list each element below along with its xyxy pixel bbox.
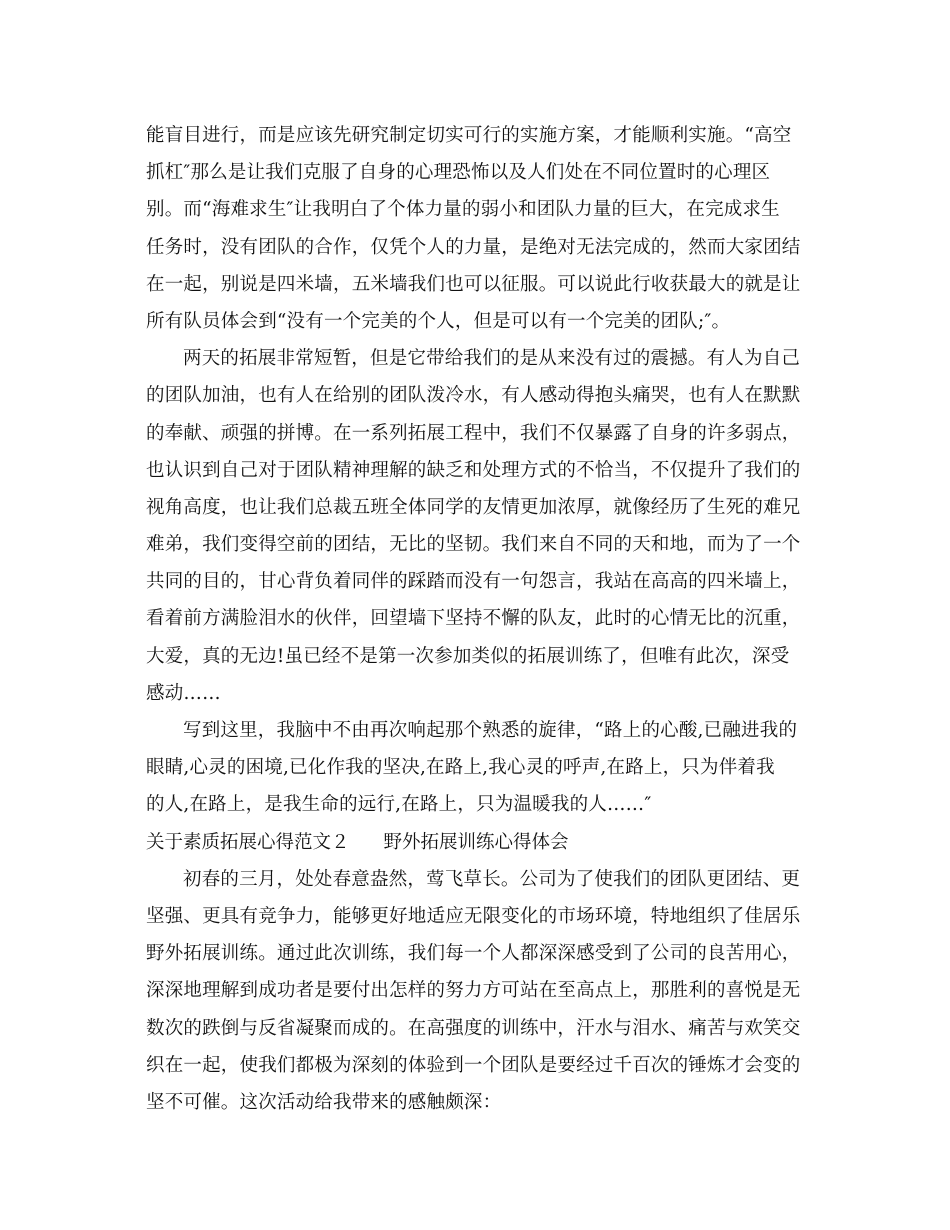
paragraph-4 (146, 861, 806, 1121)
paragraph-3 (146, 712, 806, 824)
text-line: 任务时，没有团队的合作，仅凭个人的力量，是绝对无法完成的，然而大家团结 (146, 236, 801, 258)
text-line: 也认识到自己对于团队精神理解的缺乏和处理方式的不恰当，不仅提升了我们的 (146, 459, 801, 481)
text-line: 两天的拓展非常短暂，但是它带给我们的是从来没有过的震撼。有人为自己 (183, 348, 801, 370)
text-line: 坚强、更具有竞争力，能够更好地适应无限变化的市场环境，特地组织了佳居乐 (146, 905, 801, 927)
text-line: 野外拓展训练。通过此次训练，我们每一个人都深深感受到了公司的良苦用心， (146, 943, 801, 965)
text-line: 织在一起，使我们都极为深刻的体验到一个团队是要经过千百次的锤炼才会变的 (146, 1054, 801, 1076)
text-line: 的人,在路上，是我生命的远行,在路上，只为温暖我的人……″ (146, 794, 652, 816)
text-line: 坚不可催。这次活动给我带来的感触颇深： (146, 1091, 502, 1113)
text-line: 数次的跌倒与反省凝聚而成的。在高强度的训练中，汗水与泪水、痛苦与欢笑交 (146, 1017, 801, 1039)
text-line: 视角高度，也让我们总裁五班全体同学的友情更加浓厚，就像经历了生死的难兄 (146, 496, 801, 518)
section-heading (146, 824, 806, 861)
text-line: 初春的三月，处处春意盎然，莺飞草长。公司为了使我们的团队更团结、更 (183, 868, 801, 890)
section-subtitle: 野外拓展训练心得体会 (383, 831, 569, 853)
paragraph-2 (146, 340, 806, 712)
text-line: 别。而“海难求生″让我明白了个体力量的弱小和团队力量的巨大，在完成求生 (146, 199, 780, 221)
section-title: 关于素质拓展心得范文２ (146, 831, 350, 853)
text-line: 深深地理解到成功者是要付出怎样的努力方可站在至高点上，那胜利的喜悦是无 (146, 980, 801, 1002)
paragraph-1 (146, 117, 806, 340)
text-line: 共同的目的，甘心背负着同伴的踩踏而没有一句怨言，我站在高高的四米墙上， (146, 571, 801, 593)
text-line: 在一起，别说是四米墙，五米墙我们也可以征服。可以说此行收获最大的就是让 (146, 273, 801, 295)
document-body (146, 117, 806, 1121)
text-line: 的团队加油，也有人在给别的团队泼冷水，有人感动得抱头痛哭，也有人在默默 (146, 385, 801, 407)
text-line: 能盲目进行，而是应该先研究制定切实可行的实施方案，才能顺利实施。“高空 (146, 125, 792, 146)
text-line: 难弟，我们变得空前的团结，无比的坚韧。我们来自不同的天和地，而为了一个 (146, 534, 801, 556)
text-line: 大爱，真的无边!虽已经不是第一次参加类似的拓展训练了，但唯有此次，深受 (146, 645, 790, 667)
text-line: 抓杠″那么是让我们克服了自身的心理恐怖以及人们处在不同位置时的心理区 (146, 162, 771, 184)
text-line: 眼睛,心灵的困境,已化作我的坚决,在路上,我心灵的呼声,在路上，只为伴着我 (146, 757, 775, 779)
text-line: 所有队员体会到“没有一个完美的个人，但是可以有一个完美的团队;″。 (146, 310, 731, 332)
text-line: 写到这里，我脑中不由再次响起那个熟悉的旋律，“路上的心酸,已融进我的 (183, 720, 798, 741)
text-line: 的奉献、顽强的拼博。在一系列拓展工程中，我们不仅暴露了自身的许多弱点， (146, 422, 801, 444)
text-line: 看着前方满脸泪水的伙伴，回望墙下坚持不懈的队友，此时的心情无比的沉重， (146, 608, 801, 630)
text-line: 感动…… (146, 682, 221, 704)
